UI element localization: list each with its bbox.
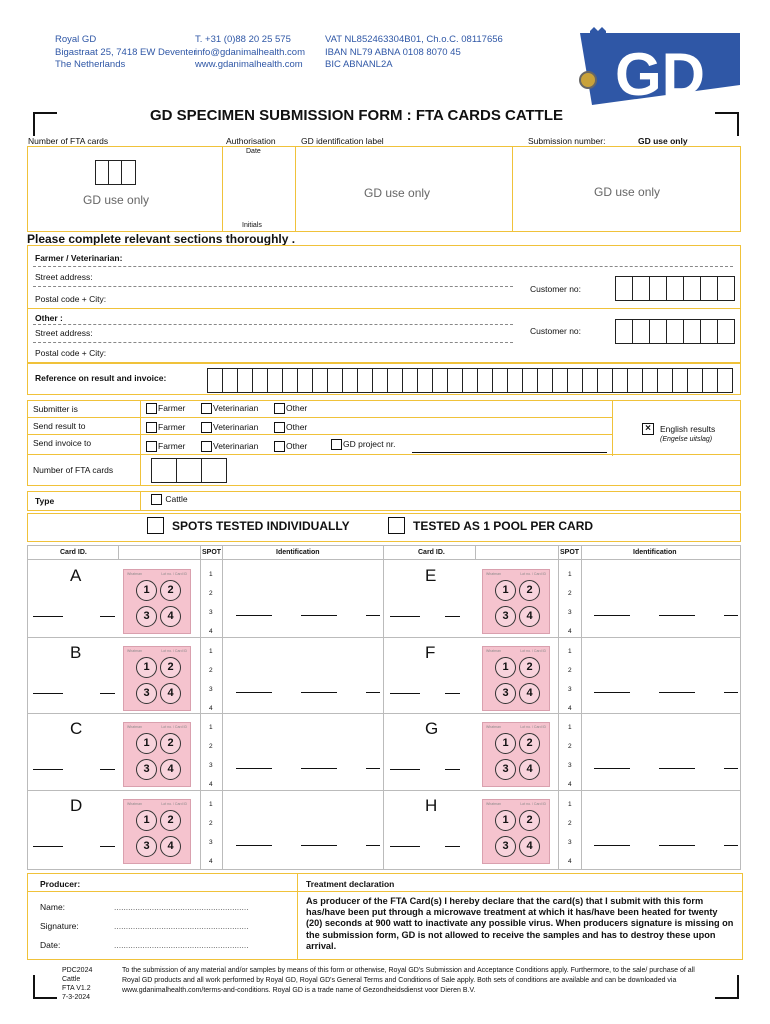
- divider: [475, 545, 476, 560]
- card-lot: Lot no. / Card ID: [161, 649, 187, 653]
- org-country: The Netherlands: [55, 59, 126, 70]
- identification-input[interactable]: [366, 845, 380, 846]
- corner-mark-tr: [715, 112, 739, 136]
- spot-circle: 3: [495, 759, 516, 780]
- card-brand: Whatman: [127, 572, 142, 576]
- card-id-line[interactable]: [33, 846, 63, 847]
- card-lot: Lot no. / Card ID: [520, 649, 546, 653]
- email-link[interactable]: info@gdanimalhealth.com: [195, 46, 305, 58]
- spot-circle: 2: [160, 810, 181, 831]
- card-id-letter: B: [70, 643, 82, 662]
- card-lot: Lot no. / Card ID: [161, 572, 187, 576]
- spot-circle: 1: [495, 657, 516, 678]
- spot-circle: 2: [160, 657, 181, 678]
- spot-circle: 1: [495, 810, 516, 831]
- spot-circle: 3: [136, 683, 157, 704]
- spot-number: 3: [568, 839, 572, 846]
- gd-use-only-text: GD use only: [594, 185, 661, 199]
- identification-input[interactable]: [594, 768, 630, 769]
- spot-circle: 2: [519, 733, 540, 754]
- identification-input[interactable]: [724, 845, 738, 846]
- spot-circle: 2: [160, 580, 181, 601]
- spot-number: 3: [568, 686, 572, 693]
- divider: [295, 146, 296, 232]
- spot-circle: 4: [519, 836, 540, 857]
- send-invoice-label: Send invoice to: [33, 438, 92, 448]
- producer-name-label: Name:: [40, 902, 66, 912]
- fta-card: [123, 569, 191, 634]
- vat-number: VAT NL852463304B01, Ch.o.C. 08117656: [325, 34, 503, 45]
- individual-checkbox[interactable]: [147, 517, 164, 534]
- identification-input[interactable]: [594, 845, 630, 846]
- spot-number: 2: [209, 820, 213, 827]
- spot-number: 1: [568, 801, 572, 808]
- card-id-line[interactable]: [445, 693, 460, 694]
- spot-number: 2: [568, 590, 572, 597]
- fta-count-cells-gd: [95, 160, 136, 185]
- spot-circle: 1: [495, 733, 516, 754]
- row-sep: [27, 790, 741, 791]
- spot-number: 4: [568, 705, 572, 712]
- col-spot: SPOT: [202, 549, 222, 556]
- farmer-customer-input[interactable]: [615, 276, 735, 301]
- card-brand: Whatman: [127, 725, 142, 729]
- corner-mark-tl: [33, 112, 57, 136]
- identification-input[interactable]: [236, 692, 272, 693]
- pool-label: TESTED AS 1 POOL PER CARD: [413, 519, 594, 533]
- divider: [297, 873, 298, 960]
- divider: [27, 891, 743, 892]
- spot-circle: 2: [160, 733, 181, 754]
- card-lot: Lot no. / Card ID: [161, 802, 187, 806]
- col-identification: Identification: [276, 549, 320, 556]
- spot-circle: 1: [136, 580, 157, 601]
- card-id-letter: H: [425, 796, 438, 815]
- spot-number: 1: [568, 648, 572, 655]
- fta-card: [482, 646, 550, 711]
- result-other-checkbox[interactable]: Other: [274, 422, 307, 433]
- spot-number: 1: [209, 724, 213, 731]
- spot-number: 4: [568, 628, 572, 635]
- spot-circle: 3: [495, 836, 516, 857]
- contact-block: [195, 34, 305, 72]
- bank-block: [325, 34, 503, 72]
- other-customer-label: Customer no:: [530, 326, 582, 336]
- spot-number: 1: [209, 801, 213, 808]
- spot-number: 2: [209, 743, 213, 750]
- card-id-line[interactable]: [390, 693, 420, 694]
- spot-number: 3: [209, 609, 213, 616]
- instruction-text: Please complete relevant sections thoroughly .: [27, 232, 296, 246]
- pool-checkbox[interactable]: [388, 517, 405, 534]
- spot-number: 4: [209, 858, 213, 865]
- fta-card: [123, 646, 191, 711]
- bic: BIC ABNANL2A: [325, 59, 393, 70]
- footer-terms: To the submission of any material and/or samples by means of this form or otherwise, Royal GD's Submission and Acceptance Conditions apply. Furthermore, to the sale/ purchase of all Royal GD products and all work performed by Royal GD, Royal GD's General Terms and Conditions of Sale apply. Both sets of conditions are available and can be downloaded via www.gdanimalhealth.com/terms-and-conditions. Royal GD is a trade name of Gezondheidsdienst voor Dieren B.V.: [122, 967, 695, 994]
- fta-card: [482, 569, 550, 634]
- spot-circle: 3: [136, 836, 157, 857]
- spot-number: 3: [568, 609, 572, 616]
- website-link[interactable]: www.gdanimalhealth.com: [195, 59, 303, 70]
- pool-option-section: [27, 513, 741, 542]
- date-label: Date: [246, 148, 261, 155]
- phone: T. +31 (0)88 20 25 575: [195, 34, 291, 45]
- col-identification-right: Identification: [633, 549, 677, 556]
- other-title: Other :: [35, 313, 63, 323]
- spot-circle: 1: [136, 657, 157, 678]
- corner-mark-bl: [33, 975, 57, 999]
- spot-circle: 2: [519, 580, 540, 601]
- identification-input[interactable]: [301, 845, 337, 846]
- identification-input[interactable]: [366, 692, 380, 693]
- producer-name-input[interactable]: .........................................................: [114, 902, 249, 912]
- org-name: Royal GD: [55, 34, 97, 45]
- identification-input[interactable]: [659, 692, 695, 693]
- identification-input[interactable]: [301, 615, 337, 616]
- authorisation-label: Authorisation: [226, 136, 276, 146]
- card-id-letter: D: [70, 796, 83, 815]
- spot-number: 1: [568, 571, 572, 578]
- num-fta-input[interactable]: [151, 458, 227, 483]
- divider: [581, 545, 582, 870]
- farmer-street-label: Street address:: [35, 272, 93, 282]
- divider: [140, 400, 141, 486]
- spot-number: 3: [209, 839, 213, 846]
- num-fta-label-2: Number of FTA cards: [33, 465, 114, 475]
- divider: [118, 545, 119, 560]
- spot-number: 2: [568, 820, 572, 827]
- divider: [200, 545, 201, 870]
- address-block: [55, 34, 197, 72]
- spot-number: 1: [209, 571, 213, 578]
- col-card-id: Card ID.: [60, 549, 87, 556]
- spot-number: 4: [209, 781, 213, 788]
- spot-circle: 4: [519, 606, 540, 627]
- spot-number: 4: [209, 628, 213, 635]
- table-header-line: [27, 559, 741, 560]
- gd-id-label: GD identification label: [301, 136, 384, 146]
- card-id-letter: C: [70, 719, 83, 738]
- identification-input[interactable]: [366, 615, 380, 616]
- submitter-vet-checkbox[interactable]: Veterinarian: [201, 403, 258, 414]
- other-customer-input[interactable]: [615, 319, 735, 344]
- table-middle: [383, 545, 384, 870]
- reference-input[interactable]: [207, 368, 733, 393]
- card-id-line[interactable]: [390, 846, 420, 847]
- section-divider: [27, 308, 741, 309]
- card-id-line[interactable]: [100, 616, 115, 617]
- divider: [140, 491, 141, 511]
- spot-number: 4: [209, 705, 213, 712]
- card-id-line[interactable]: [100, 693, 115, 694]
- fta-card: [123, 722, 191, 787]
- gd-project-checkbox[interactable]: GD project nr.: [331, 439, 395, 450]
- submitter-label: Submitter is: [33, 404, 78, 414]
- producer-date-input[interactable]: .........................................................: [114, 940, 249, 950]
- card-id-line[interactable]: [445, 846, 460, 847]
- other-street-label: Street address:: [35, 328, 93, 338]
- col-card-id-right: Card ID.: [418, 549, 445, 556]
- gd-use-only-text: GD use only: [364, 186, 431, 200]
- identification-input[interactable]: [659, 615, 695, 616]
- fta-card: [123, 799, 191, 864]
- spot-circle: 4: [519, 759, 540, 780]
- spot-circle: 1: [136, 733, 157, 754]
- card-brand: Whatman: [486, 802, 501, 806]
- spot-number: 2: [209, 590, 213, 597]
- english-results-checkbox[interactable]: ×: [642, 423, 654, 435]
- spot-number: 1: [209, 648, 213, 655]
- card-id-line[interactable]: [100, 846, 115, 847]
- other-postal-label: Postal code + City:: [35, 348, 107, 358]
- farmer-customer-label: Customer no:: [530, 284, 582, 294]
- identification-input[interactable]: [724, 615, 738, 616]
- card-brand: Whatman: [486, 649, 501, 653]
- initials-label: Initials: [242, 222, 262, 229]
- spot-circle: 2: [519, 810, 540, 831]
- type-label: Type: [35, 496, 55, 506]
- spot-number: 3: [568, 762, 572, 769]
- card-id-letter: F: [425, 643, 436, 662]
- identification-input[interactable]: [236, 768, 272, 769]
- result-vet-checkbox[interactable]: Veterinarian: [201, 422, 258, 433]
- spot-number: 3: [209, 762, 213, 769]
- invoice-farmer-checkbox[interactable]: Farmer: [146, 441, 185, 452]
- identification-input[interactable]: [594, 692, 630, 693]
- identification-input[interactable]: [236, 845, 272, 846]
- submission-number-label: Submission number:: [528, 136, 606, 146]
- spot-number: 1: [568, 724, 572, 731]
- gd-project-input[interactable]: [412, 452, 607, 453]
- submitter-farmer-checkbox[interactable]: Farmer: [146, 403, 185, 414]
- invoice-other-checkbox[interactable]: Other: [274, 441, 307, 452]
- spot-circle: 4: [160, 759, 181, 780]
- divider: [222, 545, 223, 870]
- card-id-line[interactable]: [33, 693, 63, 694]
- identification-input[interactable]: [301, 768, 337, 769]
- identification-input[interactable]: [236, 615, 272, 616]
- divider: [27, 417, 612, 418]
- divider: [27, 454, 741, 455]
- row-sep: [27, 637, 741, 638]
- spot-circle: 2: [519, 657, 540, 678]
- farmer-street-input[interactable]: [33, 286, 513, 287]
- divider: [512, 146, 513, 232]
- col-spot-right: SPOT: [560, 549, 580, 556]
- other-street-input[interactable]: [33, 342, 513, 343]
- row-line: [33, 324, 513, 325]
- card-id-line[interactable]: [390, 616, 420, 617]
- english-results-nl: (Engelse uitslag): [660, 436, 713, 443]
- card-id-line[interactable]: [100, 769, 115, 770]
- spot-number: 2: [568, 743, 572, 750]
- submitter-other-checkbox[interactable]: Other: [274, 403, 307, 414]
- identification-input[interactable]: [724, 692, 738, 693]
- card-brand: Whatman: [486, 572, 501, 576]
- producer-signature-label: Signature:: [40, 921, 79, 931]
- card-id-line[interactable]: [445, 616, 460, 617]
- iban: IBAN NL79 ABNA 0108 8070 45: [325, 46, 461, 58]
- cattle-checkbox[interactable]: Cattle: [151, 494, 188, 505]
- english-results-label: English results: [660, 424, 716, 434]
- divider: [27, 434, 612, 435]
- spot-number: 3: [209, 686, 213, 693]
- producer-title: Producer:: [40, 879, 81, 889]
- treatment-title: Treatment declaration: [306, 879, 395, 889]
- card-id-line[interactable]: [33, 769, 63, 770]
- card-id-line[interactable]: [445, 769, 460, 770]
- spot-circle: 4: [160, 836, 181, 857]
- card-brand: Whatman: [486, 725, 501, 729]
- card-brand: Whatman: [127, 649, 142, 653]
- card-id-line[interactable]: [390, 769, 420, 770]
- fta-card: [482, 799, 550, 864]
- invoice-vet-checkbox[interactable]: Veterinarian: [201, 441, 258, 452]
- farmer-title: Farmer / Veterinarian:: [35, 253, 123, 263]
- spot-circle: 3: [495, 606, 516, 627]
- card-lot: Lot no. / Card ID: [520, 725, 546, 729]
- page-title: GD SPECIMEN SUBMISSION FORM : FTA CARDS CATTLE: [150, 107, 564, 124]
- producer-date-label: Date:: [40, 940, 61, 950]
- reference-label: Reference on result and invoice:: [35, 373, 167, 383]
- spot-circle: 4: [160, 683, 181, 704]
- card-lot: Lot no. / Card ID: [520, 572, 546, 576]
- corner-mark-br: [715, 975, 739, 999]
- producer-signature-input[interactable]: .........................................................: [114, 921, 249, 931]
- send-result-label: Send result to: [33, 421, 86, 431]
- num-fta-label: Number of FTA cards: [28, 136, 109, 146]
- card-lot: Lot no. / Card ID: [520, 802, 546, 806]
- treatment-text: As producer of the FTA Card(s) I hereby declare that the card(s) that I submit with this form has/have been put through a microwave treatment at which it has/have been heated for twenty (20) seconds at 900 watt to inactivate any possible virus. When producers signature is missing on the submission form, GD is not allowed to receive the samples and has to destroy these upon arrival.: [306, 896, 734, 951]
- divider: [612, 400, 613, 456]
- form-code: PDC2024 Cattle FTA V1.2 7-3-2024: [62, 967, 93, 1001]
- spot-number: 2: [568, 667, 572, 674]
- identification-input[interactable]: [659, 845, 695, 846]
- row-line: [33, 266, 733, 267]
- identification-input[interactable]: [594, 615, 630, 616]
- spot-circle: 1: [495, 580, 516, 601]
- card-id-letter: G: [425, 719, 439, 738]
- logo-text: GD: [615, 41, 705, 108]
- identification-input[interactable]: [659, 768, 695, 769]
- card-brand: Whatman: [127, 802, 142, 806]
- card-id-letter: E: [425, 566, 437, 585]
- type-section: [27, 491, 741, 511]
- address-section: [27, 245, 741, 363]
- org-street: Bigastraat 25, 7418 EW Deventer: [55, 46, 197, 58]
- spot-number: 4: [568, 858, 572, 865]
- spot-circle: 3: [136, 759, 157, 780]
- spot-circle: 3: [495, 683, 516, 704]
- spot-circle: 3: [136, 606, 157, 627]
- spot-circle: 4: [519, 683, 540, 704]
- identification-input[interactable]: [724, 768, 738, 769]
- result-farmer-checkbox[interactable]: Farmer: [146, 422, 185, 433]
- divider: [558, 545, 559, 870]
- individual-label: SPOTS TESTED INDIVIDUALLY: [172, 519, 350, 533]
- card-id-line[interactable]: [33, 616, 63, 617]
- row-sep: [27, 713, 741, 714]
- spot-number: 2: [209, 667, 213, 674]
- card-lot: Lot no. / Card ID: [161, 725, 187, 729]
- farmer-postal-label: Postal code + City:: [35, 294, 107, 304]
- spot-circle: 4: [160, 606, 181, 627]
- card-id-letter: A: [70, 566, 82, 585]
- gd-use-only-heading: GD use only: [638, 136, 688, 146]
- gd-logo: [560, 25, 740, 110]
- gd-use-only-text: GD use only: [83, 193, 150, 207]
- identification-input[interactable]: [366, 768, 380, 769]
- divider: [222, 146, 223, 232]
- identification-input[interactable]: [301, 692, 337, 693]
- spot-circle: 1: [136, 810, 157, 831]
- fta-card: [482, 722, 550, 787]
- spot-number: 4: [568, 781, 572, 788]
